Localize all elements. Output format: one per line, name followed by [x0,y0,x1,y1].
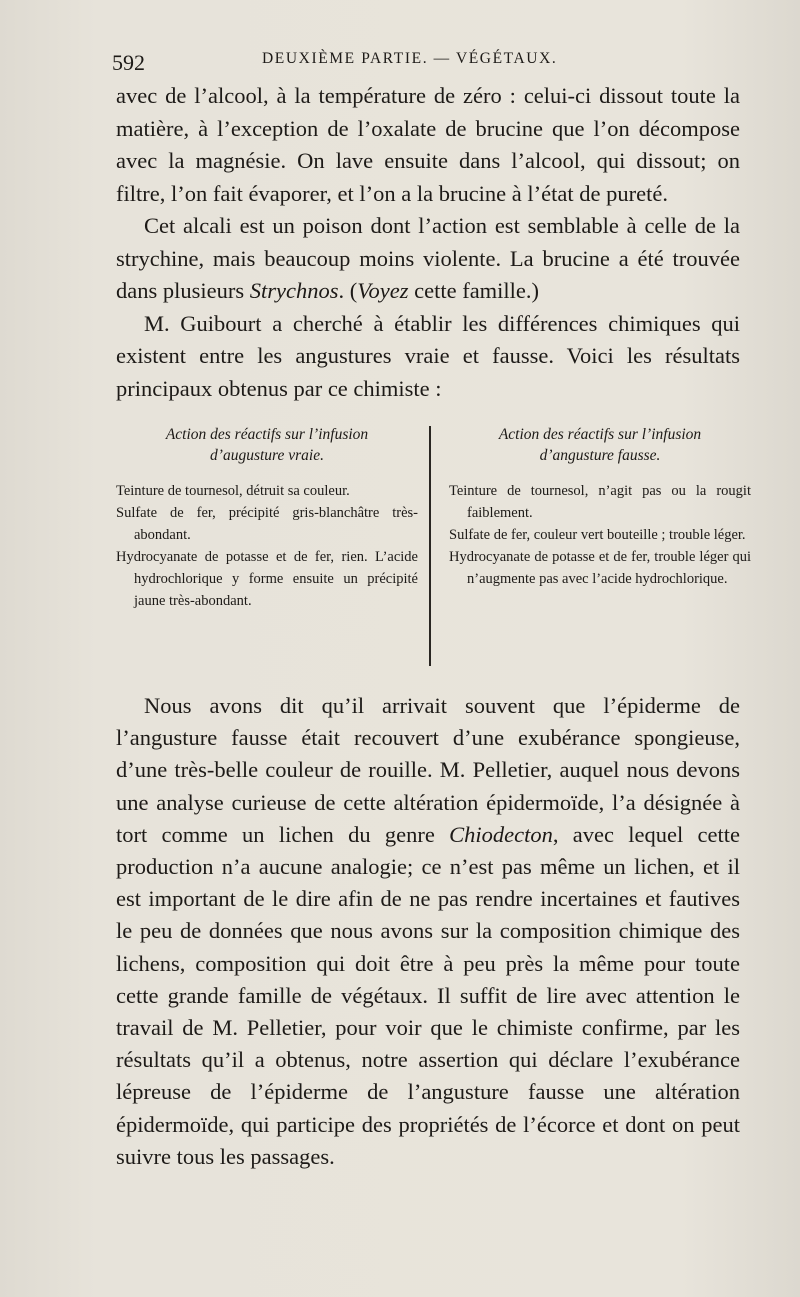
paragraph-continued: avec de l’alcool, à la température de zéro : celui-ci dissout toute la matière, à l’exception de l’oxalate de brucine que l’on décompose avec la magnésie. On lave ensuite dans l’alcool, qui dissout; on filtre, l’on fait évaporer, et l’on a la brucine à l’état de pureté. [116,83,740,206]
column-heading-line: Action des réactifs sur l’infusion [165,426,369,443]
reagent-entry: Hydrocyanate de potasse et de fer, rien. L’acide hydrochlorique y forme ensuite un précipité jaune très-abondant. [116,549,418,609]
column-true-angustura [116,424,418,612]
column-heading [449,424,751,466]
paragraph-epiderme [116,690,740,1173]
paragraph-guibourt: M. Guibourt a cherché à établir les différences chimiques qui existent entre les angustures vraie et fausse. Voici les résultats principaux obtenus par ce chimiste : [116,310,740,401]
italic-genus-name: Chiodecton [449,821,553,847]
paragraph-text: , avec lequel cette production n’a aucune analogie; ce n’est pas même un lichen, et il est important de le dire afin de ne pas rendre incertaines et fautives le peu de données que nous avons sur la composition chimique des lichens, composition qui doit être à peu près la même pour toute cette grande famille de végétaux. Il suffit de lire avec attention le travail de M. Pelletier, pour voir que le chimiste confirme, par les résultats qu’il a obtenus, notre assertion qui déclare l’exubérance lépreuse de l’épiderme de l’angusture fausse une altération épidermoïde, qui participe des propriétés de l’écorce et dont on peut suivre tous les passages. [116,821,740,1169]
italic-genus-name: Strychnos [249,278,339,303]
column-false-angustura [449,424,751,590]
column-heading-line: d’augusture vraie. [210,447,324,464]
page-number: 592 [112,50,145,75]
body-text-top [116,80,740,405]
reagent-entry: Sulfate de fer, précipité gris-blanchâtre très-abondant. [116,505,418,543]
italic-cross-reference: Voyez [357,278,409,303]
reagent-entry: Teinture de tournesol, détruit sa couleur. [116,483,350,499]
column-divider [429,426,431,666]
comparison-table [116,424,751,670]
running-title: DEUXIÈME PARTIE. — VÉGÉTAUX. [262,50,558,67]
body-text-bottom [116,690,740,1173]
running-head [112,46,752,76]
reagent-entry: Sulfate de fer, couleur vert bouteille ; trouble léger. [449,527,746,543]
reagent-entry: Teinture de tournesol, n’agit pas ou la rougit faiblement. [449,483,751,521]
column-heading [116,424,418,466]
column-heading-line: d’angusture fausse. [539,447,661,464]
paragraph-text: . ( [338,278,358,303]
column-heading-line: Action des réactifs sur l’infusion [498,426,702,443]
paragraph-text: Cet alcali est un poison dont l’action est semblable à celle de la strychine, mais beaucoup moins violente. La brucine a été trouvée dans plusieurs [116,213,740,303]
paragraph-text: cette famille.) [408,278,540,303]
reagent-entry: Hydrocyanate de potasse et de fer, trouble léger qui n’augmente pas avec l’acide hydrochlorique. [449,549,751,587]
paragraph-text: Nous avons dit qu’il arrivait souvent que l’épiderme de l’angusture fausse était recouvert d’une exubérance spongieuse, d’une très-belle couleur de rouille. M. Pelletier, auquel nous devons une analyse curieuse de cette altération épidermoïde, l’a désignée à tort comme un lichen du genre [116,693,740,847]
paragraph-brucine-poison [116,210,740,308]
